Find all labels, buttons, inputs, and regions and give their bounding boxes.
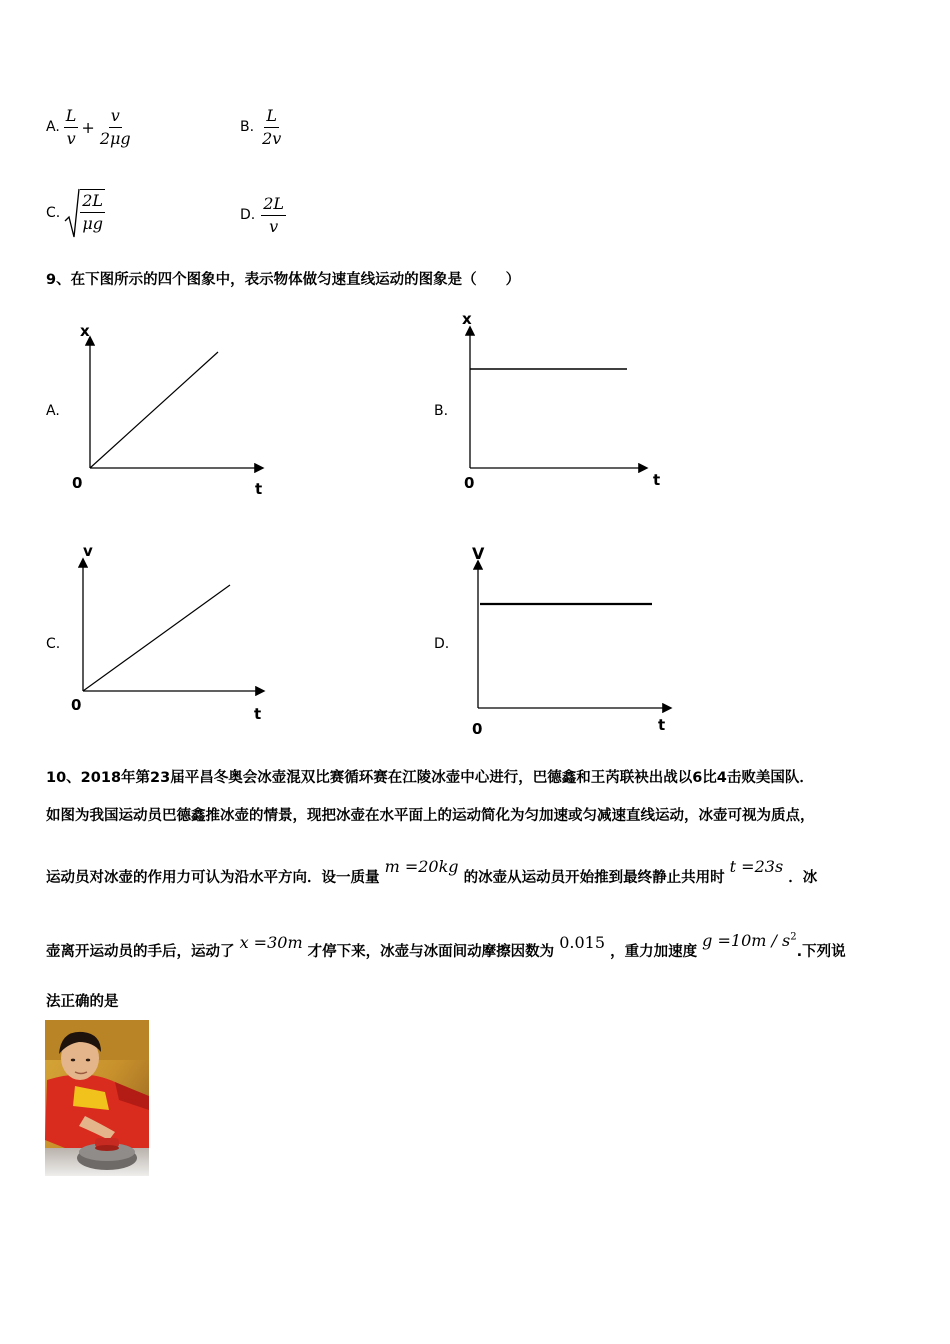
graph-a-x-label: t	[255, 480, 263, 498]
option-a[interactable]	[46, 102, 133, 152]
gravity-expression-base: g =10m / s	[702, 931, 791, 950]
option-c-label: C.	[46, 205, 61, 221]
graph-a-plot-line	[90, 352, 218, 468]
option-a-num2: v	[109, 107, 122, 128]
question-10-line-3	[46, 857, 818, 887]
graph-d-x-label: t	[658, 716, 666, 734]
option-a-formula	[64, 107, 133, 148]
q10-line-3a: 运动员对冰壶的作用力可认为沿水平方向．设一质量	[46, 870, 380, 886]
q10-line-4b: 才停下来，冰壶与冰面间动摩擦因数为	[307, 944, 555, 960]
gravity-expression	[702, 931, 796, 950]
graph-a	[70, 316, 280, 506]
option-a-den2: 2μg	[99, 128, 131, 148]
option-a-den1: v	[66, 128, 76, 148]
graph-b-x-label: t	[653, 471, 661, 489]
question-9-text: 9、在下图所示的四个图象中，表示物体做匀速直线运动的图象是（ ）	[46, 272, 521, 288]
question-10-line-1: 10、2018年第23届平昌冬奥会冰壶混双比赛循环赛在江陵冰壶中心进行，巴德鑫和王芮联袂出战以6比4击败美国队．	[46, 770, 814, 786]
graph-c-y-label: v	[83, 542, 93, 560]
option-b[interactable]	[240, 102, 283, 152]
question-10-line-4	[46, 931, 846, 961]
option-d-formula	[261, 195, 286, 236]
q10-line-3b: 的冰壶从运动员开始推到最终静止共用时	[463, 870, 725, 886]
graph-a-label: A.	[46, 403, 60, 419]
option-a-num1: L	[64, 107, 79, 128]
curling-athlete-photo	[45, 1020, 149, 1176]
option-b-num: L	[264, 107, 279, 128]
option-c-den: μg	[82, 214, 103, 233]
graph-d-origin: 0	[472, 720, 483, 738]
sqrt-sign-icon	[64, 187, 80, 239]
graph-a-y-label: x	[80, 322, 90, 340]
option-d-den: v	[269, 216, 279, 236]
graph-c-label: C.	[46, 636, 61, 652]
distance-expression: x =30m	[239, 933, 303, 952]
option-d-num: 2L	[261, 195, 286, 216]
graph-b-origin: 0	[464, 474, 475, 492]
option-a-plus: +	[81, 117, 95, 137]
graph-a-origin: 0	[72, 474, 83, 492]
graph-c	[63, 540, 283, 725]
q10-line-4d: .下列说	[796, 944, 846, 960]
option-b-label: B.	[240, 119, 255, 135]
friction-coefficient: 0.015	[559, 933, 606, 952]
option-c-formula	[64, 187, 105, 239]
graph-d-y-label: V	[472, 544, 485, 563]
q10-line-4a: 壶离开运动员的手后，运动了	[46, 944, 235, 960]
question-10-line-5: 法正确的是	[46, 994, 119, 1010]
option-c-num: 2L	[80, 192, 105, 213]
option-a-label: A.	[46, 119, 60, 135]
graph-b-label: B.	[434, 403, 449, 419]
time-expression: t =23s	[729, 857, 784, 876]
graph-c-plot-line	[83, 585, 230, 691]
option-c[interactable]	[46, 185, 105, 241]
q10-line-4c: ，重力加速度	[610, 944, 698, 960]
option-d[interactable]	[240, 190, 286, 240]
gravity-exponent: 2	[790, 931, 797, 943]
option-b-formula	[260, 107, 283, 148]
graph-d-label: D.	[434, 636, 450, 652]
q10-line-3c: ．冰	[788, 870, 818, 886]
option-d-label: D.	[240, 207, 256, 223]
graph-c-x-label: t	[254, 705, 262, 723]
question-10-line-2: 如图为我国运动员巴德鑫推冰壶的情景，现把冰壶在水平面上的运动简化为匀加速或匀减速直线运动，冰壶可视为质点，	[46, 808, 815, 824]
mass-expression: m =20kg	[384, 857, 459, 876]
graph-c-origin: 0	[71, 696, 82, 714]
graph-b-y-label: x	[462, 310, 472, 328]
graph-b	[450, 308, 670, 498]
graph-d	[458, 540, 688, 740]
option-b-den: 2v	[262, 128, 282, 148]
